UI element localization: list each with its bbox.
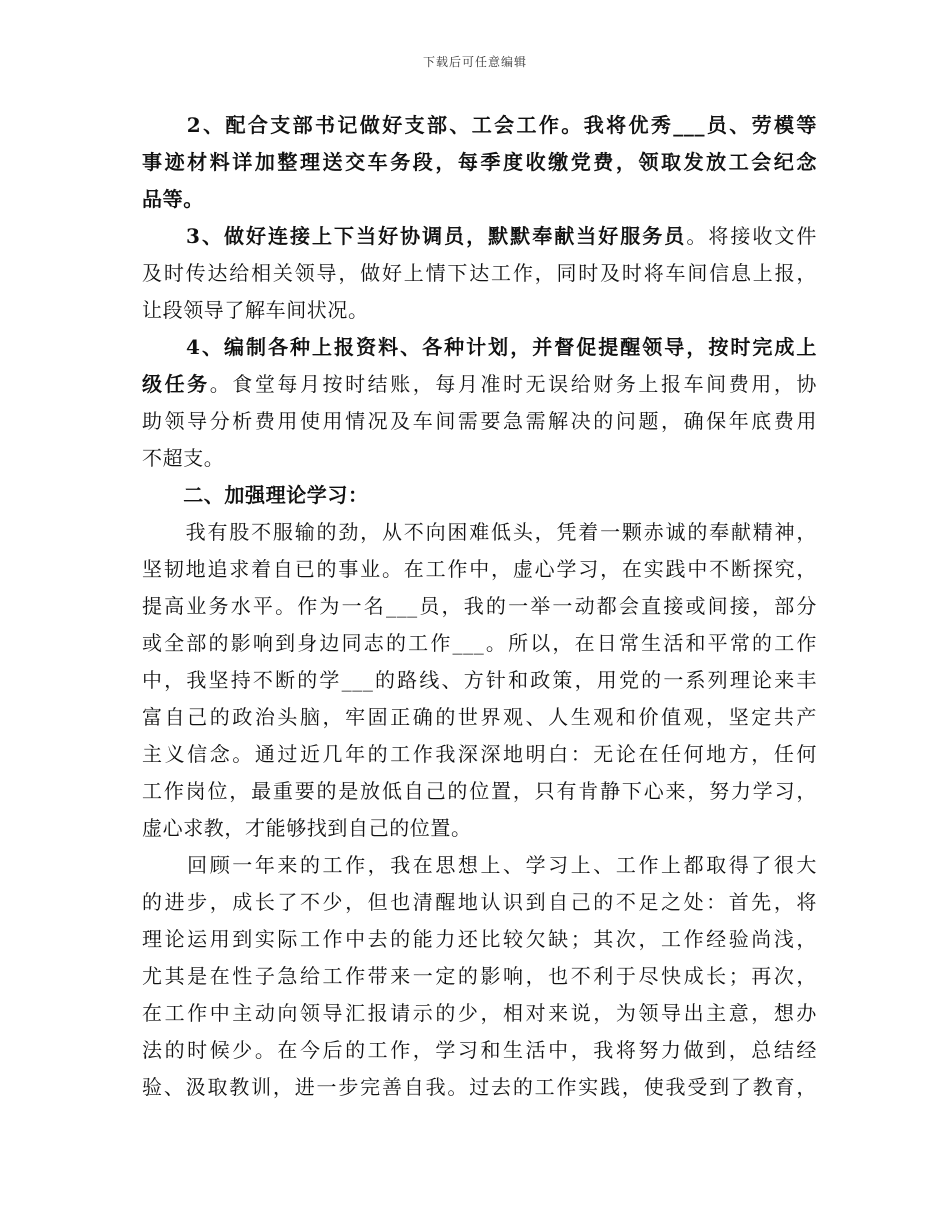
text-line: 让段领导了解车间状况。 xyxy=(142,298,369,322)
text-line: 虚心求教，才能够找到自己的位置。 xyxy=(142,816,472,840)
text-line: 我有股不服输的劲，从不向困难低头，凭着一颗赤诚的奉献精神， xyxy=(142,520,817,544)
document-body xyxy=(142,107,817,1106)
text-line: 的进步，成长了不少，但也清醒地认识到自己的不足之处：首先，将 xyxy=(142,890,817,914)
text-segment: 。食堂每月按时结账，每月准时无误给财务上报车间费用，协 xyxy=(209,372,817,396)
page-header: 下载后可任意编辑 xyxy=(422,55,527,69)
text-segment: 。将接收文件 xyxy=(686,224,817,248)
text-line: 4、编制各种上报资料、各种计划，并督促提醒领导，按时完成上 xyxy=(142,335,817,359)
text-line: 回顾一年来的工作，我在思想上、学习上、工作上都取得了很大 xyxy=(142,853,817,877)
text-line: 中，我坚持不断的学___的路线、方针和政策，用党的一系列理论来丰 xyxy=(142,668,817,692)
text-line: 品等。 xyxy=(142,187,204,211)
text-line: 不超支。 xyxy=(142,446,225,470)
text-line: 2、配合支部书记做好支部、工会工作。我将优秀___员、劳模等 xyxy=(142,113,817,137)
text-line: 提高业务水平。作为一名___员，我的一举一动都会直接或间接，部分 xyxy=(142,594,817,618)
bold-text-segment: 级任务 xyxy=(142,372,210,396)
text-line: 验、汲取教训，进一步完善自我。过去的工作实践，使我受到了教育， xyxy=(142,1075,817,1099)
text-line: 主义信念。通过近几年的工作我深深地明白：无论在任何地方，任何 xyxy=(142,742,817,766)
text-line: 富自己的政治头脑，牢固正确的世界观、人生观和价值观，坚定共产 xyxy=(142,705,817,729)
bold-text-segment: 3、做好连接上下当好协调员，默默奉献当好服务员 xyxy=(142,224,687,248)
text-line: 在工作中主动向领导汇报请示的少，相对来说，为领导出主意，想办 xyxy=(142,1001,817,1025)
text-line: 法的时候少。在今后的工作，学习和生活中，我将努力做到，总结经 xyxy=(142,1038,817,1062)
text-line: 事迹材料详加整理送交车务段，每季度收缴党费，领取发放工会纪念 xyxy=(142,150,817,174)
text-line: 或全部的影响到身边同志的工作___。所以，在日常生活和平常的工作 xyxy=(142,631,817,655)
text-line xyxy=(142,366,817,403)
text-line: 二、加强理论学习： xyxy=(142,483,369,507)
text-line xyxy=(142,218,817,255)
text-line: 助领导分析费用使用情况及车间需要急需解决的问题，确保年底费用 xyxy=(142,409,817,433)
text-line: 理论运用到实际工作中去的能力还比较欠缺；其次，工作经验尚浅， xyxy=(142,927,817,951)
text-line: 尤其是在性子急给工作带来一定的影响，也不利于尽快成长；再次， xyxy=(142,964,817,988)
text-line: 坚韧地追求着自已的事业。在工作中，虚心学习，在实践中不断探究， xyxy=(142,557,817,581)
text-line: 及时传达给相关领导，做好上情下达工作，同时及时将车间信息上报， xyxy=(142,261,817,285)
text-line: 工作岗位，最重要的是放低自己的位置，只有肯静下心来，努力学习， xyxy=(142,779,817,803)
